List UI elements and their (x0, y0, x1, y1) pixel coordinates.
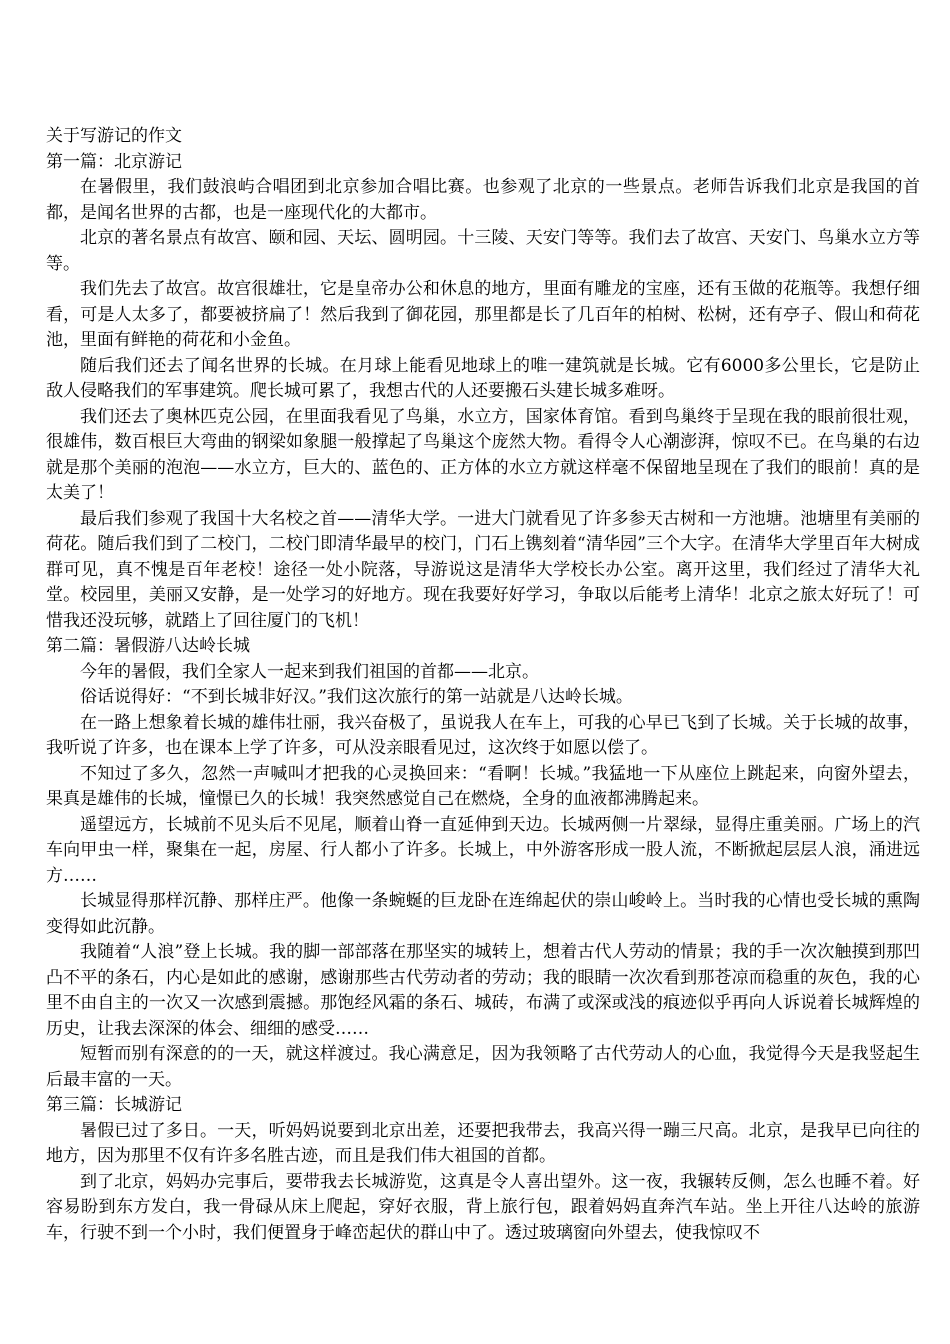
paragraph: 长城显得那样沉静、那样庄严。他像一条蜿蜒的巨龙卧在连绵起伏的崇山峻岭上。当时我的心情也受长城的熏陶变得如此沉静。 (46, 891, 920, 937)
section-2 (46, 634, 920, 1093)
paragraph: 在一路上想象着长城的雄伟壮丽，我兴奋极了，虽说我人在车上，可我的心早已飞到了长城。关于长城的故事，我听说了许多，也在课本上学了许多，可从没亲眼看见过，这次终于如愿以偿了。 (46, 712, 920, 758)
document-body (46, 124, 920, 1246)
section-title: 第一篇：北京游记 (46, 151, 182, 172)
paragraph: 我们先去了故宫。故宫很雄壮，它是皇帝办公和休息的地方，里面有雕龙的宝座，还有玉做的花瓶等。我想仔细看，可是人太多了，都要被挤扁了！然后我到了御花园，那里都是长了几百年的柏树、松树，还有亭子、假山和荷花池，里面有鲜艳的荷花和小金鱼。 (46, 279, 920, 350)
section-title: 第二篇：暑假游八达岭长城 (46, 636, 250, 656)
section-3 (46, 1093, 920, 1246)
paragraph: 今年的暑假，我们全家人一起来到我们祖国的首都——北京。 (80, 661, 539, 682)
document-title: 关于写游记的作文 (46, 126, 182, 146)
paragraph: 最后我们参观了我国十大名校之首——清华大学。一进大门就看见了许多参天古树和一方池塘。池塘里有美丽的荷花。随后我们到了二校门，二校门即清华最早的校门，门石上镌刻着“清华园”三个大字。在清华大学里百年大树成群可见，真不愧是百年老校！途径一处小院落，导游说这是清华大学校长办公室。离开这里，我们经过了清华大礼堂。校园里，美丽又安静，是一处学习的好地方。现在我要好好学习，争取以后能考上清华！北京之旅太好玩了！可惜我还没玩够，就踏上了回往厦门的飞机！ (46, 508, 920, 631)
paragraph: 遥望远方，长城前不见头后不见尾，顺着山脊一直延伸到天边。长城两侧一片翠绿，显得庄重美丽。广场上的汽车向甲虫一样，聚集在一起，房屋、行人都小了许多。长城上，中外游客形成一股人流，不断掀起层层人浪，涌进远方…… (46, 814, 920, 886)
paragraph: 我们还去了奥林匹克公园，在里面我看见了鸟巢，水立方，国家体育馆。看到鸟巢终于呈现在我的眼前很壮观，很雄伟，数百根巨大弯曲的钢梁如象腿一般撑起了鸟巢这个庞然大物。看得令人心潮澎湃，惊叹不已。在鸟巢的右边就是那个美丽的泡泡——水立方，巨大的、蓝色的、正方体的水立方就这样毫不保留地呈现在了我们的眼前！真的是太美了！ (46, 406, 920, 503)
paragraph: 俗话说得好：“不到长城非好汉。”我们这次旅行的第一站就是八达岭长城。 (80, 687, 633, 707)
paragraph: 短暂而别有深意的的一天，就这样渡过。我心满意足，因为我领略了古代劳动人的心血，我觉得今天是我竖起生后最丰富的一天。 (46, 1044, 920, 1090)
paragraph: 北京的著名景点有故宫、颐和园、天坛、圆明园。十三陵、天安门等等。我们去了故宫、天安门、鸟巢水立方等等。 (46, 228, 920, 274)
paragraph: 暑假已过了多日。一天，听妈妈说要到北京出差，还要把我带去，我高兴得一蹦三尺高。北京，是我早已向往的地方，因为那里不仅有许多名胜古迹，而且是我们伟大祖国的首都。 (46, 1120, 920, 1166)
paragraph: 随后我们还去了闻名世界的长城。在月球上能看见地球上的唯一建筑就是长城。它有6000多公里长，它是防止敌人侵略我们的军事建筑。爬长城可累了，我想古代的人还要搬石头建长城多难呀。 (46, 355, 920, 401)
paragraph: 在暑假里，我们鼓浪屿合唱团到北京参加合唱比赛。也参观了北京的一些景点。老师告诉我们北京是我国的首都，是闻名世界的古都，也是一座现代化的大都市。 (46, 177, 920, 223)
section-1 (46, 150, 920, 635)
paragraph: 不知过了多久，忽然一声喊叫才把我的心灵换回来：“看啊！长城。”我猛地一下从座位上跳起来，向窗外望去，果真是雄伟的长城，憧憬已久的长城！我突然感觉自己在燃烧，全身的血液都沸腾起来。 (46, 763, 920, 809)
paragraph: 我随着“人浪”登上长城。我的脚一部部落在那坚实的城转上，想着古代人劳动的情景；我的手一次次触摸到那凹凸不平的条石，内心是如此的感谢，感谢那些古代劳动者的劳动；我的眼睛一次次看到那苍凉而稳重的灰色，我的心里不由自主的一次又一次感到震撼。那饱经风霜的条石、城砖，布满了或深或浅的痕迹似乎再向人诉说着长城辉煌的历史，让我去深深的体会、细细的感受…… (46, 942, 920, 1039)
section-title: 第三篇：长城游记 (46, 1095, 182, 1115)
paragraph: 到了北京，妈妈办完事后，要带我去长城游览，这真是令人喜出望外。这一夜，我辗转反侧，怎么也睡不着。好容易盼到东方发白，我一骨碌从床上爬起，穿好衣服，背上旅行包，跟着妈妈直奔汽车站。坐上开往八达岭的旅游车，行驶不到一个小时，我们便置身于峰峦起伏的群山中了。透过玻璃窗向外望去，使我惊叹不 (46, 1171, 920, 1243)
